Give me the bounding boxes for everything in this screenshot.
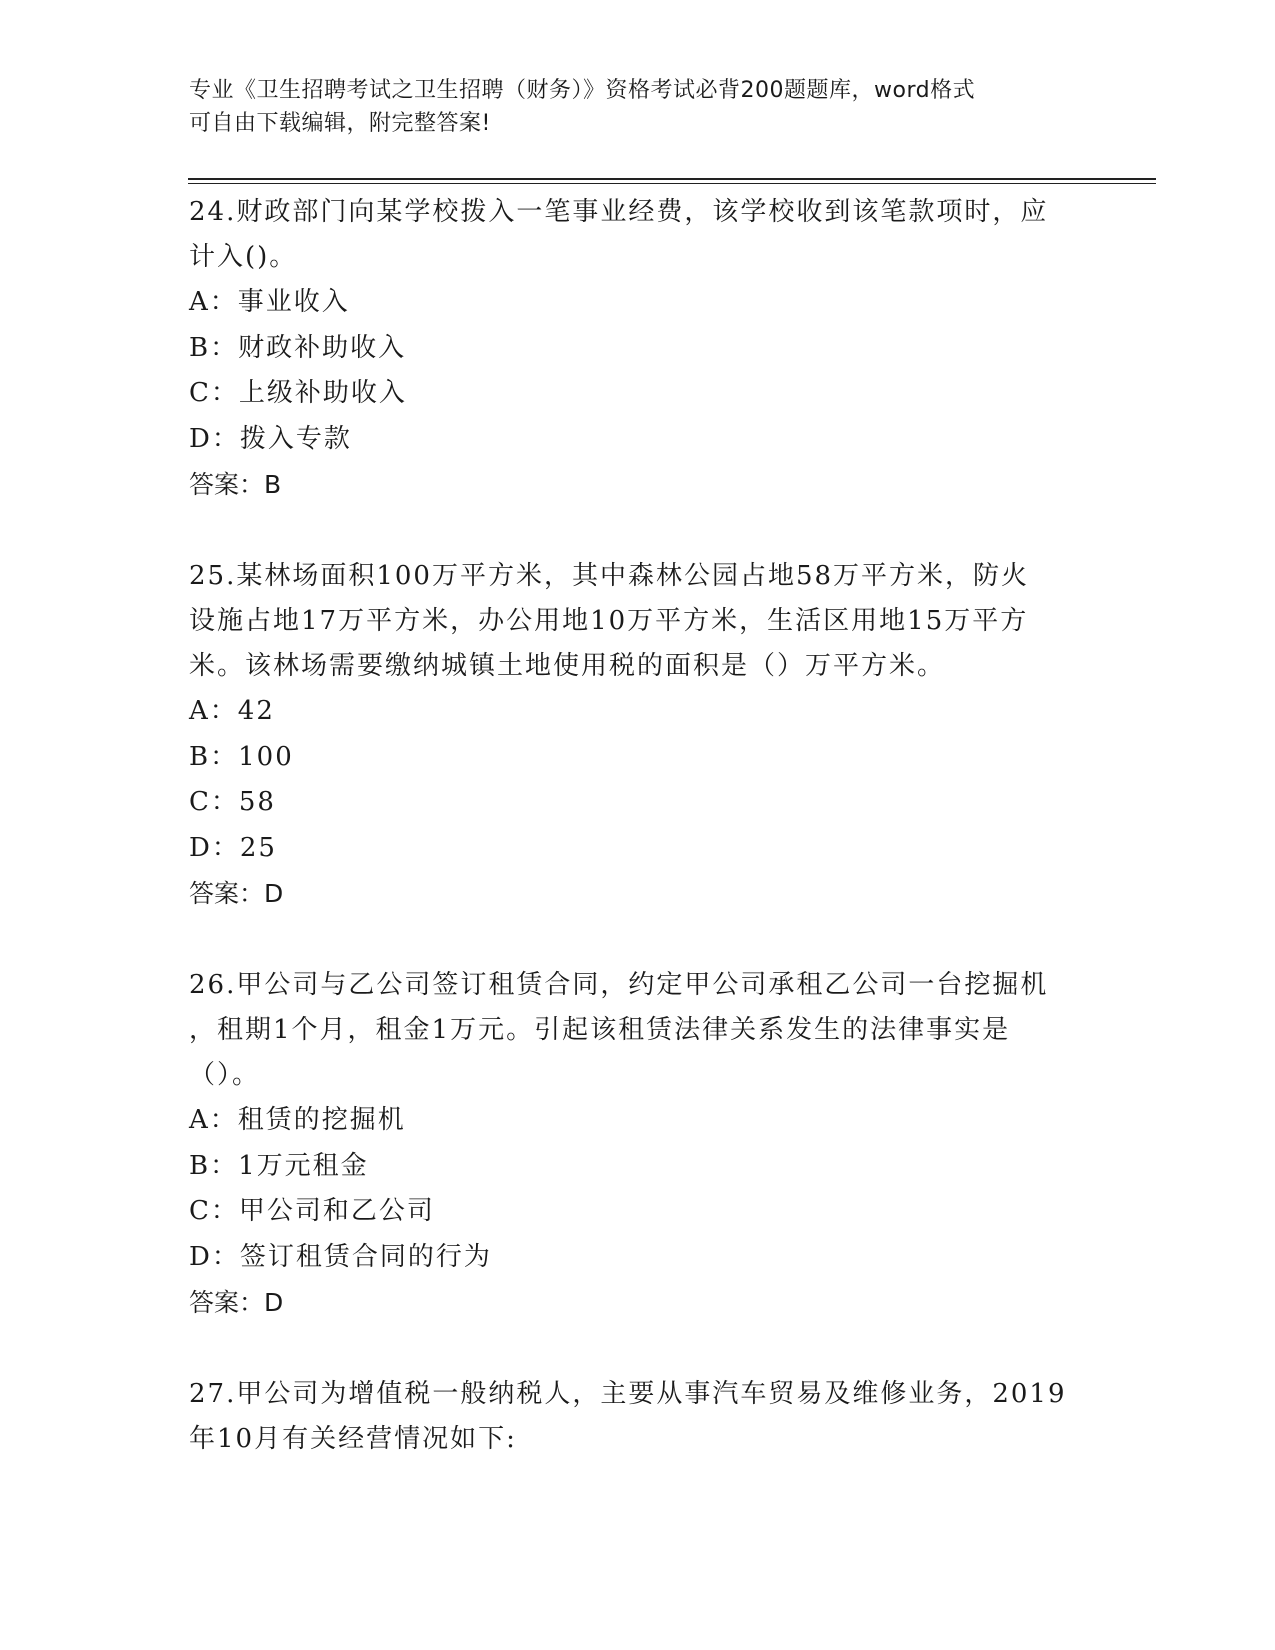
header-line-2: 可自由下载编辑，附完整答案! — [189, 111, 491, 136]
question-stem-line: 设施占地17万平方米，办公用地10万平方米，生活区用地15万平方 — [189, 606, 1029, 636]
option-b: B：100 — [189, 741, 294, 772]
question-stem-line: 27.甲公司为增值税一般纳税人，主要从事汽车贸易及维修业务，2019 — [189, 1379, 1067, 1409]
option-d: D：拨入专款 — [189, 423, 352, 454]
answer-text: 答案：D — [189, 879, 284, 908]
option-b: B：财政补助收入 — [189, 332, 407, 363]
question-spacer — [189, 916, 1089, 963]
option-d: D：25 — [189, 832, 277, 863]
question-24 — [189, 190, 1089, 507]
question-26 — [189, 963, 1089, 1325]
option-d: D：签订租赁合同的行为 — [189, 1241, 492, 1272]
header-divider-thick — [188, 178, 1156, 180]
question-stem-line: 年10月有关经营情况如下: — [189, 1424, 517, 1454]
question-stem-line: 25.某林场面积100万平方米，其中森林公园占地58万平方米，防火 — [189, 561, 1030, 591]
document-header — [189, 74, 1069, 140]
question-spacer — [189, 1325, 1089, 1372]
option-a: A：事业收入 — [189, 287, 350, 317]
option-c: C：58 — [189, 787, 276, 817]
option-a: A：42 — [189, 696, 275, 726]
question-stem-line: 24.财政部门向某学校拨入一笔事业经费，该学校收到该笔款项时，应 — [189, 197, 1049, 227]
question-stem-line: （）。 — [189, 1060, 261, 1090]
option-c: C：甲公司和乙公司 — [189, 1196, 435, 1226]
question-stem-line: 26.甲公司与乙公司签订租赁合同，约定甲公司承租乙公司一台挖掘机 — [189, 970, 1049, 1000]
answer-text: 答案：D — [189, 1288, 284, 1317]
header-divider-thin — [188, 183, 1156, 184]
header-line-1: 专业《卫生招聘考试之卫生招聘（财务）》资格考试必背200题题库，word格式 — [189, 78, 976, 103]
question-25 — [189, 554, 1089, 916]
option-c: C：上级补助收入 — [189, 378, 407, 408]
question-stem-line: ，租期1个月，租金1万元。引起该租赁法律关系发生的法律事实是 — [189, 1015, 1011, 1045]
answer-text: 答案：B — [189, 470, 282, 499]
option-b: B：1万元租金 — [189, 1150, 369, 1181]
question-spacer — [189, 507, 1089, 554]
question-27 — [189, 1372, 1089, 1462]
question-list — [189, 190, 1089, 1462]
question-stem-line: 计入()。 — [189, 242, 298, 272]
option-a: A：租赁的挖掘机 — [189, 1105, 406, 1135]
question-stem-line: 米。该林场需要缴纳城镇土地使用税的面积是（）万平方米。 — [189, 651, 946, 681]
